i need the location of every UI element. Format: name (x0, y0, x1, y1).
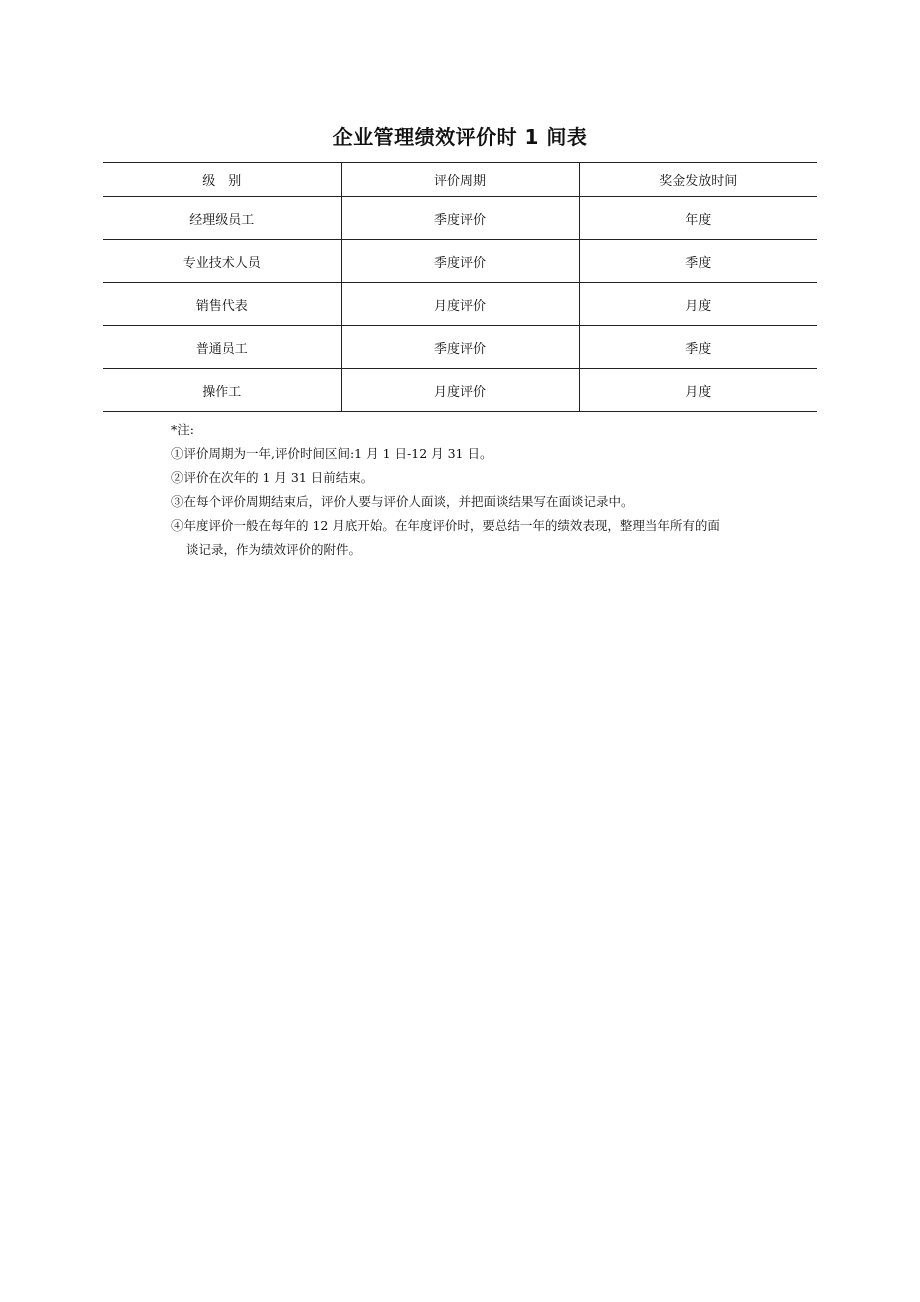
table-row (103, 326, 817, 369)
notes-label: *注: (171, 422, 194, 437)
note-item: ④年度评价一般在每年的 12 月底开始。在年度评价时，要总结一年的绩效表现，整理当年所有的面 (171, 518, 720, 533)
cell-bonus: 季度 (579, 240, 817, 283)
document-title: 企业管理绩效评价时 1 间表 (332, 125, 588, 149)
note-item: ②评价在次年的 1 月 31 日前结束。 (171, 470, 374, 485)
table-row (103, 369, 817, 412)
cell-period: 月度评价 (341, 369, 579, 412)
cell-level: 经理级员工 (189, 212, 255, 228)
note-item: ③在每个评价周期结束后，评价人要与评价人面谈，并把面谈结果写在面谈记录中。 (171, 494, 634, 509)
header-bonus-time: 奖金发放时间 (579, 163, 817, 197)
cell-bonus: 季度 (579, 326, 817, 369)
cell-level: 专业技术人员 (182, 255, 261, 271)
notes-section (171, 418, 791, 562)
cell-period: 季度评价 (341, 240, 579, 283)
cell-bonus: 年度 (579, 197, 817, 240)
cell-level: 操作工 (202, 384, 242, 400)
table-header-row (103, 163, 817, 197)
table-row (103, 197, 817, 240)
cell-period: 季度评价 (341, 197, 579, 240)
header-evaluation-period: 评价周期 (341, 163, 579, 197)
cell-bonus: 月度 (579, 369, 817, 412)
evaluation-schedule-table (103, 162, 817, 412)
header-level: 级 别 (202, 174, 242, 189)
cell-level: 普通员工 (195, 341, 248, 357)
note-item-continuation: 谈记录，作为绩效评价的附件。 (186, 542, 362, 557)
cell-period: 季度评价 (341, 326, 579, 369)
note-item: ①评价周期为一年,评价时间区间:1 月 1 日-12 月 31 日。 (171, 446, 493, 461)
cell-level: 销售代表 (195, 298, 248, 314)
cell-bonus: 月度 (579, 283, 817, 326)
table-row (103, 283, 817, 326)
table-row (103, 240, 817, 283)
cell-period: 月度评价 (341, 283, 579, 326)
